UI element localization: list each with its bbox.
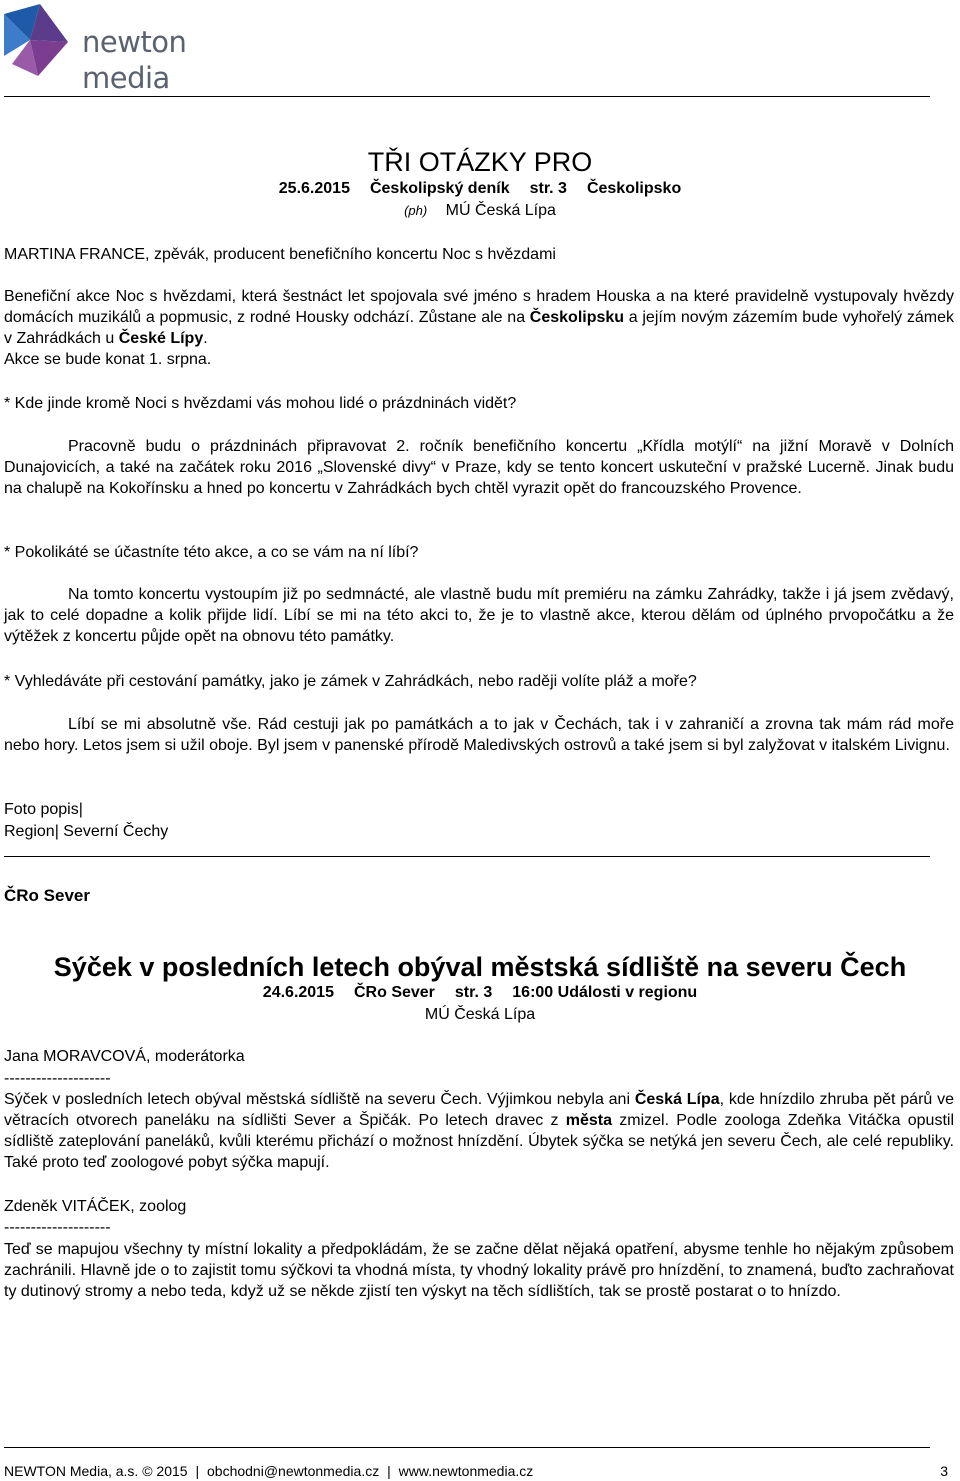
logo-text: newton media xyxy=(82,25,187,95)
article2-page: str. 3 xyxy=(454,984,493,1001)
article2-dashes-1: -------------------- xyxy=(4,1070,111,1087)
article-separator-rule xyxy=(4,856,930,857)
article2-section: 16:00 Události v regionu xyxy=(512,984,698,1001)
article1-question-1: * Kde jinde kromě Noci s hvězdami vás mohou lidé o prázdninách vidět? xyxy=(4,395,517,412)
article2-outlet: ČRo Sever xyxy=(4,886,90,905)
article1-date: 25.6.2015 xyxy=(278,180,350,197)
article1-title: TŘI OTÁZKY PRO xyxy=(367,147,593,177)
header-rule xyxy=(4,96,930,97)
footer-email-link[interactable]: obchodni@newtonmedia.cz xyxy=(207,1463,380,1479)
article2-source: ČRo Sever xyxy=(353,984,435,1001)
article2-text-1: Sýček v posledních letech obýval městská sídliště na severu Čech. Výjimkou nebyla ani Česká Lípa, kde hnízdilo zhruba pět párů ve větracích otvorech paneláku na sídlišti Sever a Špičák. Po letech dravec z města zmizel. Podle zoologa Zdeňka Vitáčka opustil sídliště zateplování paneláků, kvůli kterému přichází o možnost hnízdění. Úbytek sýčka se netýká jen severu Čech, ale celé republiky. Také proto teď zoologové pobyt sýčka mapují. xyxy=(4,1091,955,1171)
article2-speaker-2: Zdeněk VITÁČEK, zoolog xyxy=(4,1198,187,1215)
article1-answer-2: Na tomto koncertu vystoupím již po sedmnácté, ale vlastně budu mít premiéru na zámku Zahrádky, takže i já jsem zvědavý, jak to celé dopadne a kolik přijde lidí. Líbí se mi na této akci to, že je to vlastně akce, kterou dělám od úplného prvopočátku a že výtěžek z koncertu půjde opět na obnovu této památky. xyxy=(4,586,954,645)
article1-source: Českolipský deník xyxy=(369,180,510,197)
newton-media-logo xyxy=(4,4,244,95)
page-footer: NEWTON Media, a.s. © 2015 | obchodni@newtonmedia.cz | www.newtonmedia.cz 3 xyxy=(4,1463,948,1479)
article2-region: MÚ Česká Lípa xyxy=(424,1006,536,1023)
article2-meta xyxy=(0,982,960,1003)
footer-rule xyxy=(4,1447,930,1448)
article2-text-2: Teď se mapujou všechny ty místní lokality a předpokládám, že se začne dělat nějaká opatření, abysme tenhle ho nějakým způsobem zachránili. Hlavně jde o to zajistit tomu sýčkovi ta vhodná místa, ty vhodný lokality právě pro hnízdění, to znamená, buďto zachraňovat ty dutinový stromy a nebo teda, když už se někde zjistí ten výskyt na těch sídlištích, tak se prostě postarat o to hnízdo. xyxy=(4,1241,954,1300)
footer-company: NEWTON Media, a.s. © 2015 xyxy=(4,1463,188,1479)
logo-arrow-icon xyxy=(4,4,74,78)
article1-question-3: * Vyhledáváte při cestování památky, jako je zámek v Zahrádkách, nebo raději volíte pláž a moře? xyxy=(4,673,697,690)
footer-web-link[interactable]: www.newtonmedia.cz xyxy=(398,1463,534,1479)
article1-author-tag: (ph) xyxy=(404,203,428,218)
article1-paragraph-1b: Akce se bude konat 1. srpna. xyxy=(4,351,212,368)
article1-photo-caption: Foto popis| xyxy=(4,801,83,818)
article1-answer-1: Pracovně budu o prázdninách připravovat 2. ročník benefičního koncertu „Křídla motýlí“ na jižní Moravě v Dolních Dunajovicích, a také na začátek roku 2016 „Slovenské divy“ v Praze, kdy se tento koncert uskuteční v pražské Lucerně. Jinak budu na chalupě na Kokořínsku a hned po koncertu v Zahrádkách bych chtěl vyrazit opět do francouzského Provence. xyxy=(4,438,954,497)
article1-paragraph-1: Benefiční akce Noc s hvězdami, která šestnáct let spojovala své jméno s hradem Houska a na které pravidelně vystupovaly hvězdy domácích muzikálů a popmusic, z rodné Housky odchází. Zůstane ale na Českolipsku a jejím novým zázemím bude vyhořelý zámek v Zahrádkách u České Lípy. xyxy=(4,288,954,347)
article1-question-2: * Pokolikáté se účastníte této akce, a co se vám na ní líbí? xyxy=(4,544,419,561)
article1-region: MÚ Česká Lípa xyxy=(445,202,556,219)
article2-dashes-2: -------------------- xyxy=(4,1219,111,1236)
article1-section: Českolipsko xyxy=(586,180,682,197)
article1-page: str. 3 xyxy=(529,180,567,197)
footer-page-number: 3 xyxy=(940,1463,948,1479)
article1-region-line: Region| Severní Čechy xyxy=(4,823,169,840)
article1-subject: MARTINA FRANCE, zpěvák, producent benefičního koncertu Noc s hvězdami xyxy=(4,246,556,263)
article1-subline xyxy=(0,200,960,221)
article1-answer-3: Líbí se mi absolutně vše. Rád cestuji jak po památkách a to jak v Čechách, tak i v zahraničí a zrovna tak mám rád moře nebo hory. Letos jsem si užil oboje. Byl jsem v panenské přírodě Maledivských ostrovů a také jsem si byl zalyžovat v italském Livignu. xyxy=(4,716,954,754)
article2-date: 24.6.2015 xyxy=(262,984,334,1001)
article2-title: Sýček v posledních letech obýval městská sídliště na severu Čech xyxy=(53,952,907,982)
article2-speaker-1: Jana MORAVCOVÁ, moderátorka xyxy=(4,1048,245,1065)
article1-meta xyxy=(0,178,960,199)
